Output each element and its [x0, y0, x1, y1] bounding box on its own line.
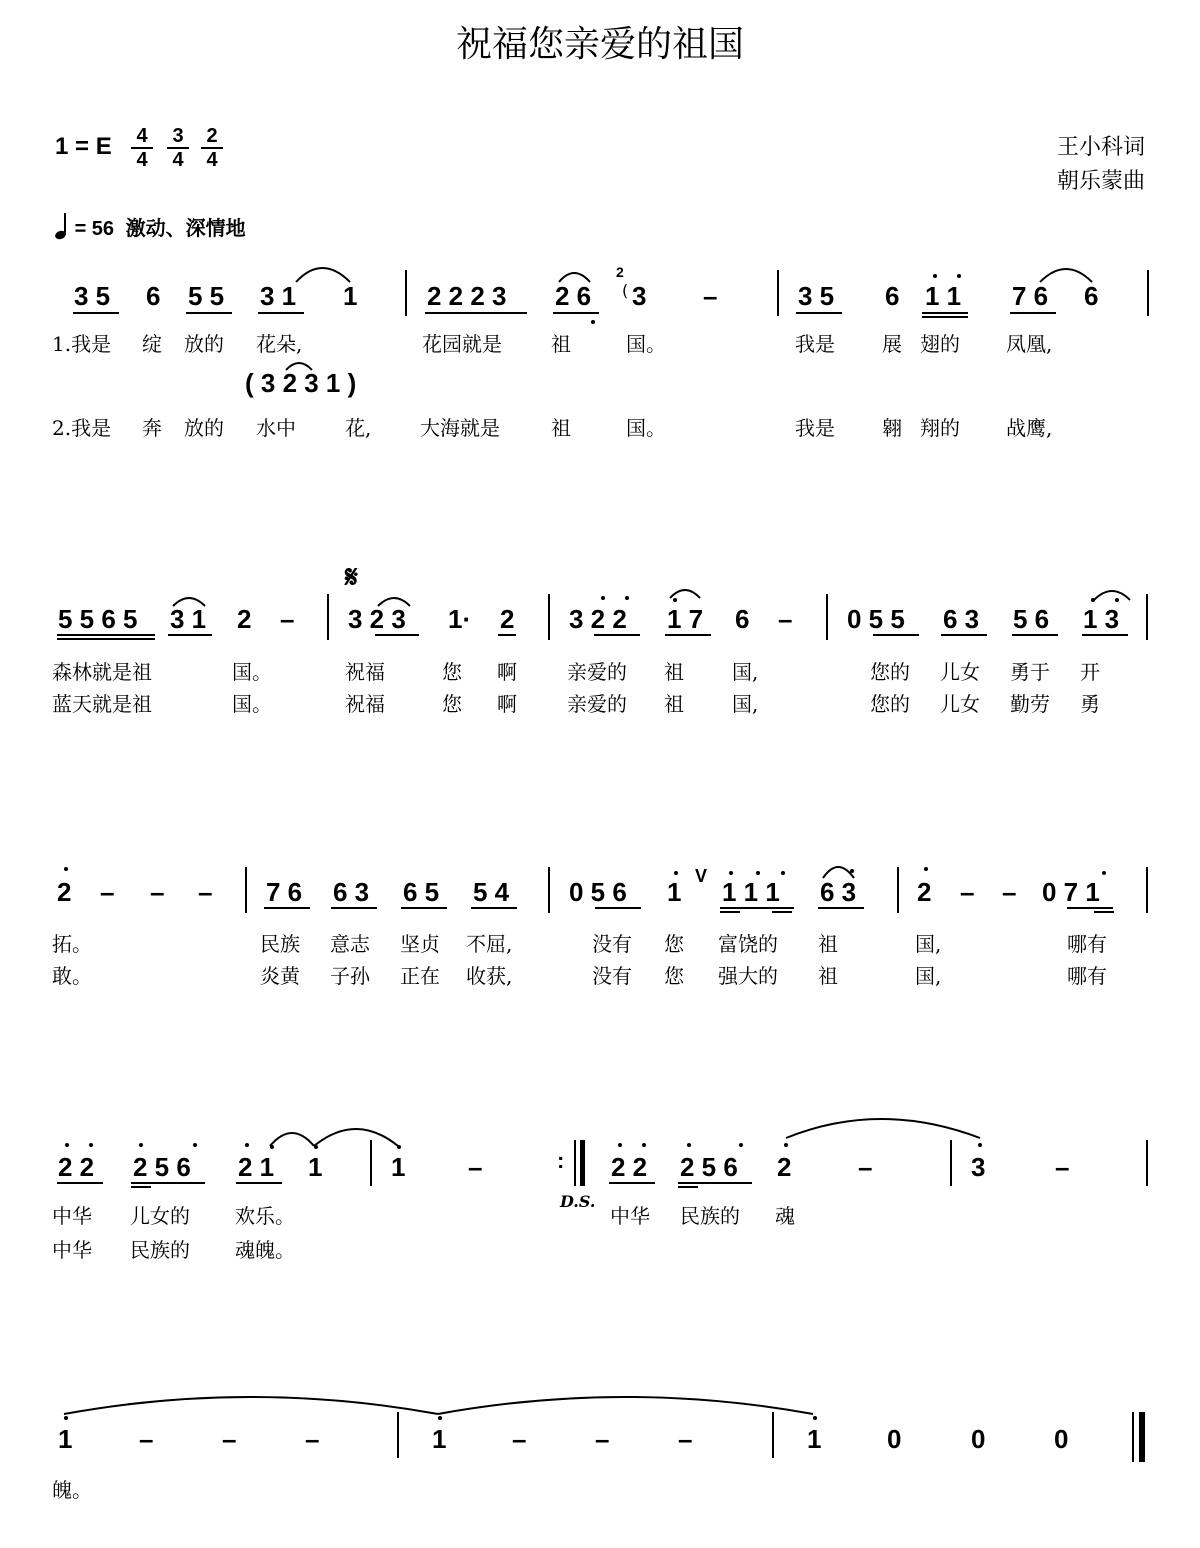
note-group: 6 3: [943, 604, 980, 634]
slur: [314, 1129, 398, 1146]
lyric: 勇于: [1010, 660, 1050, 684]
note-group: 3 5: [798, 281, 835, 311]
slur: [64, 1397, 438, 1414]
note-group: 1: [343, 281, 358, 311]
lyric: 欢乐。: [235, 1204, 295, 1228]
lyric: 亲爱的: [567, 692, 627, 716]
slur: [670, 590, 700, 598]
alternate-notes: ( 3 2 3 1 ): [245, 368, 357, 398]
lyric: 绽: [142, 332, 162, 356]
note-group: 3 1: [260, 281, 297, 311]
dash: –: [1002, 877, 1017, 907]
lyric: 中华: [52, 1204, 92, 1228]
note-group: 1: [432, 1424, 447, 1454]
dash: –: [468, 1152, 483, 1182]
rest: 0: [1054, 1424, 1069, 1454]
grace-slur: (: [622, 281, 629, 300]
lyric: 花园就是: [422, 332, 502, 356]
lyric: 2.我是: [52, 416, 112, 440]
lyric: 花朵,: [256, 332, 303, 356]
note-group: 2 1: [238, 1152, 275, 1182]
note-group: 2 2: [58, 1152, 95, 1182]
note-group: 1·: [448, 604, 472, 634]
lyric: 展: [882, 332, 902, 356]
slur: [559, 273, 590, 282]
lyric: 祖: [664, 660, 684, 684]
lyric: 没有: [592, 932, 632, 956]
song-title: 祝福您亲爱的祖国: [455, 24, 744, 65]
lyric: 您: [442, 660, 462, 684]
lyric: 祝福: [345, 692, 385, 716]
repeat-dots: :: [557, 1148, 565, 1173]
lyric: 坚贞: [400, 932, 440, 956]
note-group: 0 5 6: [569, 877, 627, 907]
lyric: 勤劳: [1010, 692, 1050, 716]
dash: –: [703, 281, 718, 311]
slur: [378, 598, 410, 606]
segno-icon: 𝄋: [345, 560, 358, 595]
lyric: 国,: [915, 932, 942, 956]
dash: –: [305, 1424, 320, 1454]
note-group: 2: [777, 1152, 792, 1182]
note-group: 2: [237, 604, 252, 634]
dash: –: [778, 604, 793, 634]
lyric: 强大的: [718, 964, 778, 988]
slur: [786, 1119, 980, 1138]
note-group: 5 5 6 5: [58, 604, 138, 634]
dash: –: [512, 1424, 527, 1454]
note-group: 6: [146, 281, 161, 311]
note-group: 1 7: [667, 604, 704, 634]
lyric: 您的: [870, 660, 910, 684]
note-group: 2: [57, 877, 72, 907]
lyric: 放的: [184, 416, 224, 440]
slur: [1040, 269, 1092, 282]
lyric: 哪有: [1067, 964, 1107, 988]
slur: [1094, 591, 1130, 600]
dash: –: [960, 877, 975, 907]
note-group: 6 3: [333, 877, 370, 907]
note-group: 1 1: [925, 281, 962, 311]
dash: –: [1055, 1152, 1070, 1182]
lyric: 没有: [592, 964, 632, 988]
lyric: 敢。: [52, 964, 92, 988]
lyric: 凤凰,: [1006, 332, 1053, 356]
note-group: 7 6: [266, 877, 303, 907]
expression-text: 激动、深情地: [125, 218, 246, 240]
lyric: 翅的: [920, 332, 960, 356]
note-group: 6: [885, 281, 900, 311]
time-signature-2-4: 2 4: [201, 126, 223, 170]
note-group: 6: [735, 604, 750, 634]
lyric: 我是: [795, 416, 835, 440]
note-group: 3 2 2: [569, 604, 627, 634]
lyric: 您的: [870, 692, 910, 716]
lyric: 正在: [400, 964, 440, 988]
note-group: 1: [391, 1152, 406, 1182]
dash: –: [280, 604, 295, 634]
note-group: 1: [667, 877, 682, 907]
lyric: 魄。: [52, 1478, 92, 1502]
lyric: 民族的: [130, 1238, 190, 1262]
dash: –: [595, 1424, 610, 1454]
note-group: 1: [807, 1424, 822, 1454]
lyric: 拓。: [52, 932, 92, 956]
composer-credit: 朝乐蒙曲: [1056, 169, 1145, 194]
lyric: 国。: [626, 416, 666, 440]
lyric: 翔的: [920, 416, 960, 440]
note-group: 3: [971, 1152, 986, 1182]
note-group: 2 5 6: [133, 1152, 191, 1182]
slur: [438, 1397, 813, 1414]
lyric: 国,: [915, 964, 942, 988]
lyric: 战鹰,: [1006, 416, 1053, 440]
note-group: 1 3: [1083, 604, 1120, 634]
note-group: 0 7 1: [1042, 877, 1100, 907]
lyric: 森林就是祖: [52, 660, 152, 684]
slur: [296, 268, 350, 282]
lyric: 富饶的: [718, 932, 778, 956]
lyric: 子孙: [330, 964, 370, 988]
note-group: 2: [500, 604, 515, 634]
ds-marking: D.S.: [560, 1192, 596, 1211]
lyric: 收获,: [466, 964, 513, 988]
note-group: 1: [308, 1152, 323, 1182]
lyric: 儿女的: [130, 1204, 190, 1228]
dash: –: [858, 1152, 873, 1182]
lyric: 国,: [732, 660, 759, 684]
note-group: 2 2: [611, 1152, 648, 1182]
note-group: 7 6: [1012, 281, 1049, 311]
lyric: 民族的: [680, 1204, 740, 1228]
note-group: 2 6: [555, 281, 592, 311]
note-group: 2 5 6: [680, 1152, 738, 1182]
lyric: 炎黄: [260, 964, 300, 988]
slur: [286, 363, 312, 370]
note-group: 3 2 3: [348, 604, 406, 634]
lyric: 祖: [551, 416, 571, 440]
lyricist-credit: 王小科词: [1056, 135, 1145, 160]
note-group: 2 2 2 3: [427, 281, 507, 311]
note-group: 5 5: [188, 281, 225, 311]
dash: –: [139, 1424, 154, 1454]
lyric: 祖: [818, 932, 838, 956]
lyric: 民族: [260, 932, 300, 956]
lyric: 奔: [142, 416, 162, 440]
lyric: 魂魄。: [235, 1238, 295, 1262]
time-signature-3-4: 3 4: [167, 126, 189, 170]
lyric: 国。: [232, 660, 272, 684]
note-group: 6: [1084, 281, 1099, 311]
lyric: 花,: [345, 416, 372, 440]
lyric: 祖: [551, 332, 571, 356]
lyric: 儿女: [940, 660, 980, 684]
rest: 0: [887, 1424, 902, 1454]
grace-note: 2: [616, 264, 624, 280]
note-group: 1: [58, 1424, 73, 1454]
lyric: 亲爱的: [567, 660, 627, 684]
lyric: 哪有: [1067, 932, 1107, 956]
lyric: 您: [442, 692, 462, 716]
note-group: 6 5: [403, 877, 440, 907]
tempo-value: = 56: [74, 218, 115, 240]
note-group: 1 1 1: [722, 877, 780, 907]
lyric: 啊: [497, 660, 517, 684]
dash: –: [150, 877, 165, 907]
dash: –: [198, 877, 213, 907]
lyric: 意志: [330, 932, 370, 956]
note-group: 5 4: [473, 877, 510, 907]
lyric: 水中: [256, 416, 296, 440]
rest: 0: [971, 1424, 986, 1454]
lyric: 您: [664, 964, 684, 988]
lyric: 我是: [795, 332, 835, 356]
note-group: 5 6: [1013, 604, 1050, 634]
lyric: 儿女: [940, 692, 980, 716]
lyric: 国。: [626, 332, 666, 356]
note-group: 3: [632, 281, 647, 311]
lyric: 您: [664, 932, 684, 956]
note-group: 0 5 5: [847, 604, 905, 634]
key-signature: 1 = E: [55, 133, 112, 160]
lyric: 蓝天就是祖: [52, 692, 152, 716]
lyric: 中华: [52, 1238, 92, 1262]
dash: –: [678, 1424, 693, 1454]
lyric: 勇: [1080, 692, 1100, 716]
lyric: 魂: [775, 1204, 795, 1228]
note-group: 3 5: [74, 281, 111, 311]
note-group: 3 1: [170, 604, 207, 634]
lyric: 开: [1080, 660, 1100, 684]
breath-mark: V: [695, 866, 708, 886]
time-signature-4-4: 4 4: [131, 126, 153, 170]
note-group: 2: [917, 877, 932, 907]
lyric: 祖: [818, 964, 838, 988]
lyric: 国,: [732, 692, 759, 716]
lyric: 1.我是: [52, 332, 112, 356]
slur: [270, 1133, 314, 1146]
lyric: 国。: [232, 692, 272, 716]
lyric: 中华: [610, 1204, 650, 1228]
lyric: 大海就是: [420, 416, 500, 440]
dash: –: [222, 1424, 237, 1454]
lyric: 不屈,: [466, 932, 513, 956]
slur: [173, 598, 205, 606]
lyric: 放的: [184, 332, 224, 356]
dash: –: [100, 877, 115, 907]
note-group: 6 3: [820, 877, 857, 907]
lyric: 啊: [497, 692, 517, 716]
slur: [823, 867, 854, 878]
lyric: 祖: [664, 692, 684, 716]
lyric: 翱: [882, 416, 902, 440]
lyric: 祝福: [345, 660, 385, 684]
